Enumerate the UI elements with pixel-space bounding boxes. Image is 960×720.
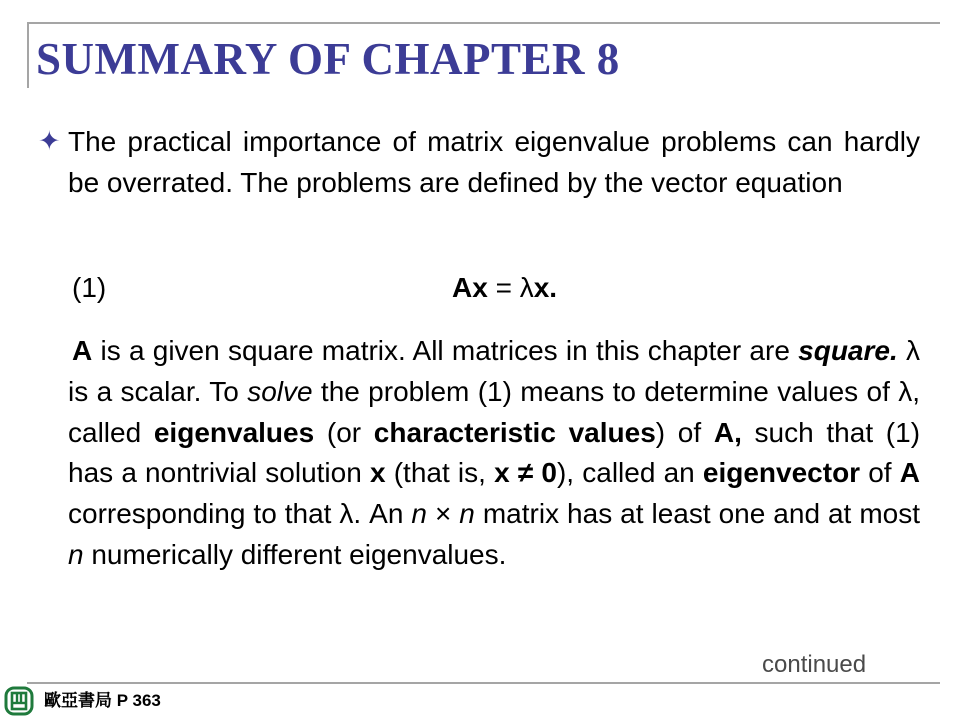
- not-equal: ≠: [509, 457, 542, 489]
- matrix-a: A: [899, 457, 920, 489]
- vector-x: x: [494, 457, 510, 489]
- equation: Ax = λx.: [452, 272, 558, 303]
- n-symbol: n: [68, 538, 84, 570]
- matrix-a: A: [72, 335, 93, 366]
- n-symbol: n: [459, 498, 475, 530]
- equation-line: [72, 268, 960, 308]
- term-characteristic-values: characteristic values: [373, 416, 656, 448]
- body-text: numerically different eigenvalues.: [83, 538, 507, 570]
- body-paragraph: [68, 331, 920, 576]
- equation-number: (1): [72, 272, 107, 303]
- footer-source: [44, 686, 161, 716]
- footer: [4, 686, 161, 716]
- matrix-a: A,: [713, 416, 742, 448]
- continued-label: continued: [762, 651, 867, 678]
- times-symbol: ×: [426, 498, 460, 530]
- term-solve: solve: [247, 375, 313, 407]
- body-text: corresponding to that λ. An: [68, 498, 412, 530]
- intro-paragraph: The practical importance of matrix eigenvalue problems can hardly be overrated. The problems are defined by the vector equation: [68, 126, 920, 198]
- page-reference: P 363: [116, 691, 161, 710]
- publisher-name: 歐亞書局: [44, 691, 112, 710]
- body-text: (that is,: [385, 457, 495, 489]
- term-square: square.: [798, 335, 898, 366]
- zero-vector: 0: [541, 457, 557, 489]
- top-divider: [27, 22, 940, 24]
- equation-lambda: λ: [519, 272, 534, 303]
- bottom-divider: [27, 682, 940, 684]
- slide-title: SUMMARY OF CHAPTER 8: [36, 34, 620, 84]
- body-text: such that (1) has a nontrivial solution: [68, 416, 921, 489]
- body-text: matrix has at least one and at most: [474, 498, 920, 530]
- body-text: λ is a scalar. To: [68, 335, 920, 407]
- term-eigenvector: eigenvector: [702, 457, 861, 489]
- equation-rhs-x: x.: [533, 272, 558, 303]
- vector-x: x: [369, 457, 386, 489]
- equation-lhs: Ax: [452, 272, 488, 303]
- body-text: is a given square matrix. All matrices in this chapter are: [92, 335, 799, 366]
- term-eigenvalues: eigenvalues: [153, 416, 315, 448]
- body-text: the problem (1) means to determine values of λ, called: [68, 375, 920, 448]
- body-text: ) of: [655, 416, 714, 448]
- n-symbol: n: [411, 498, 427, 530]
- body-text: ), called an: [556, 457, 703, 489]
- body-text: of: [860, 457, 900, 489]
- title-side-divider: [27, 22, 29, 88]
- body-text: (or: [314, 416, 374, 448]
- publisher-logo-icon: [4, 686, 34, 716]
- bullet-star-icon: ✦: [38, 126, 61, 157]
